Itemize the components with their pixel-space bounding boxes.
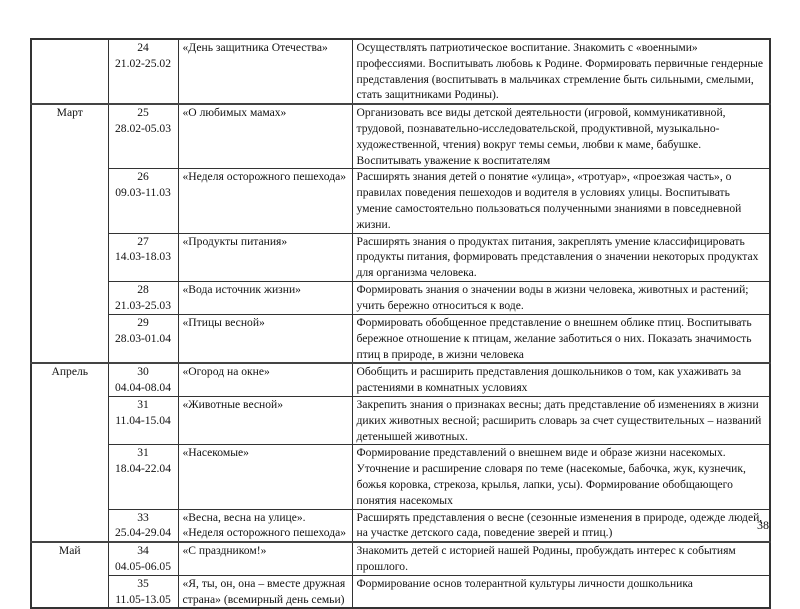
content-cell: Осуществлять патриотическое воспитание. Знакомить с «военными» профессиями. Воспитывать любовь к Родине. Формировать первичные гендерные представления (воспитывать в мальчиках стремление быть сильными, смелыми, стать защитниками Родины). <box>352 39 770 104</box>
content-cell: Обобщить и расширить представления дошкольников о том, как ухаживать за растениями в комнатных условиях <box>352 363 770 396</box>
week-dates: 28.02-05.03 <box>114 121 172 135</box>
month-cell: Март <box>31 104 108 363</box>
theme-cell: «Весна, весна на улице». «Неделя осторожного пешехода» <box>178 509 352 542</box>
week-cell <box>108 363 178 396</box>
content-cell: Формировать знания о значении воды в жизни человека, животных и растений; учить бережно относиться к воде. <box>352 281 770 314</box>
week-cell <box>108 445 178 509</box>
month-cell <box>31 39 108 104</box>
week-number: 28 <box>137 282 149 296</box>
content-cell: Знакомить детей с историей нашей Родины, пробуждать интерес к событиям прошлого. <box>352 542 770 575</box>
table-row <box>31 233 770 281</box>
content-cell: Расширять представления о весне (сезонные изменения в природе, одежде людей, на участке детского сада, поведение зверей и птиц.) <box>352 509 770 542</box>
theme-cell: «Птицы весной» <box>178 314 352 363</box>
week-dates: 28.03-01.04 <box>114 331 172 345</box>
content-cell: Расширять знания детей о понятие «улица», «тротуар», «проезжая часть», о правилах поведения пешеходов и водителя в условиях улицы. Воспитывать умение самостоятельно пользоваться полученными знаниями в повседневной жизни. <box>352 169 770 233</box>
thematic-plan-table <box>30 38 771 609</box>
theme-cell: «Я, ты, он, она – вместе дружная страна» (всемирный день семьи) <box>178 575 352 608</box>
week-number: 29 <box>137 315 149 329</box>
page-number: 38 <box>757 518 769 532</box>
theme-cell: «Насекомые» <box>178 445 352 509</box>
table-row <box>31 509 770 542</box>
week-cell <box>108 314 178 363</box>
theme-cell: «День защитника Отечества» <box>178 39 352 104</box>
week-number: 31 <box>137 397 149 411</box>
content-cell: Закрепить знания о признаках весны; дать представление об изменениях в жизни диких животных весной; расширить словарь за счет существительных – названий детенышей животных. <box>352 396 770 444</box>
week-dates: 21.02-25.02 <box>114 56 172 70</box>
week-dates: 11.05-13.05 <box>115 592 171 606</box>
table-row <box>31 396 770 444</box>
table-row <box>31 314 770 363</box>
week-number: 25 <box>137 106 149 120</box>
week-dates: 21.03-25.03 <box>114 298 172 312</box>
table-row <box>31 445 770 509</box>
theme-cell: «Животные весной» <box>178 396 352 444</box>
theme-cell: «Продукты питания» <box>178 233 352 281</box>
week-cell <box>108 233 178 281</box>
week-dates: 25.04-29.04 <box>114 526 172 540</box>
content-cell: Организовать все виды детской деятельности (игровой, коммуникативной, трудовой, познавательно-исследовательской, продуктивной, музыкально-художественной, чтения) вокруг темы семьи, любви к маме, бабушке. Воспитывать уважение к воспитателям <box>352 104 770 169</box>
week-number: 30 <box>137 365 149 379</box>
content-cell: Формирование основ толерантной культуры личности дошкольника <box>352 575 770 608</box>
week-number: 34 <box>137 544 149 558</box>
week-cell <box>108 575 178 608</box>
week-number: 33 <box>137 510 149 524</box>
week-dates: 04.04-08.04 <box>114 381 172 395</box>
week-dates: 18.04-22.04 <box>114 462 172 476</box>
week-cell <box>108 104 178 169</box>
table-row <box>31 542 770 575</box>
table-row <box>31 169 770 233</box>
week-dates: 09.03-11.03 <box>115 186 171 200</box>
theme-cell: «Вода источник жизни» <box>178 281 352 314</box>
week-number: 35 <box>137 576 149 590</box>
table-row <box>31 104 770 169</box>
theme-cell: «О любимых мамах» <box>178 104 352 169</box>
week-cell <box>108 542 178 575</box>
week-number: 26 <box>137 170 149 184</box>
table-row <box>31 363 770 396</box>
content-cell: Расширять знания о продуктах питания, закреплять умение классифицировать продукты питания, формировать представления о значении некоторых продуктах для организма человека. <box>352 233 770 281</box>
theme-cell: «С праздником!» <box>178 542 352 575</box>
week-cell <box>108 396 178 444</box>
month-cell: Апрель <box>31 363 108 542</box>
table-row <box>31 39 770 104</box>
table-row <box>31 575 770 608</box>
week-cell <box>108 39 178 104</box>
table-row <box>31 281 770 314</box>
week-number: 24 <box>137 41 149 54</box>
content-cell: Формировать обобщенное представление о внешнем облике птиц. Воспитывать бережное отношение к птицам, желание заботиться о них. Показать значимость птиц в природе, в жизни человека <box>352 314 770 363</box>
week-cell <box>108 281 178 314</box>
week-dates: 11.04-15.04 <box>115 413 171 427</box>
week-cell <box>108 509 178 542</box>
month-cell: Май <box>31 542 108 608</box>
theme-cell: «Неделя осторожного пешехода» <box>178 169 352 233</box>
content-cell: Формирование представлений о внешнем виде и образе жизни насекомых. Уточнение и расширение словаря по теме (насекомые, бабочка, жук, кузнечик, божья коровка, стрекоза, крылья, лапки, усы). Формирование обобщающего понятия насекомых <box>352 445 770 509</box>
week-dates: 04.05-06.05 <box>114 559 172 573</box>
theme-cell: «Огород на окне» <box>178 363 352 396</box>
week-dates: 14.03-18.03 <box>114 250 172 264</box>
week-number: 31 <box>137 446 149 460</box>
week-cell <box>108 169 178 233</box>
week-number: 27 <box>137 234 149 248</box>
